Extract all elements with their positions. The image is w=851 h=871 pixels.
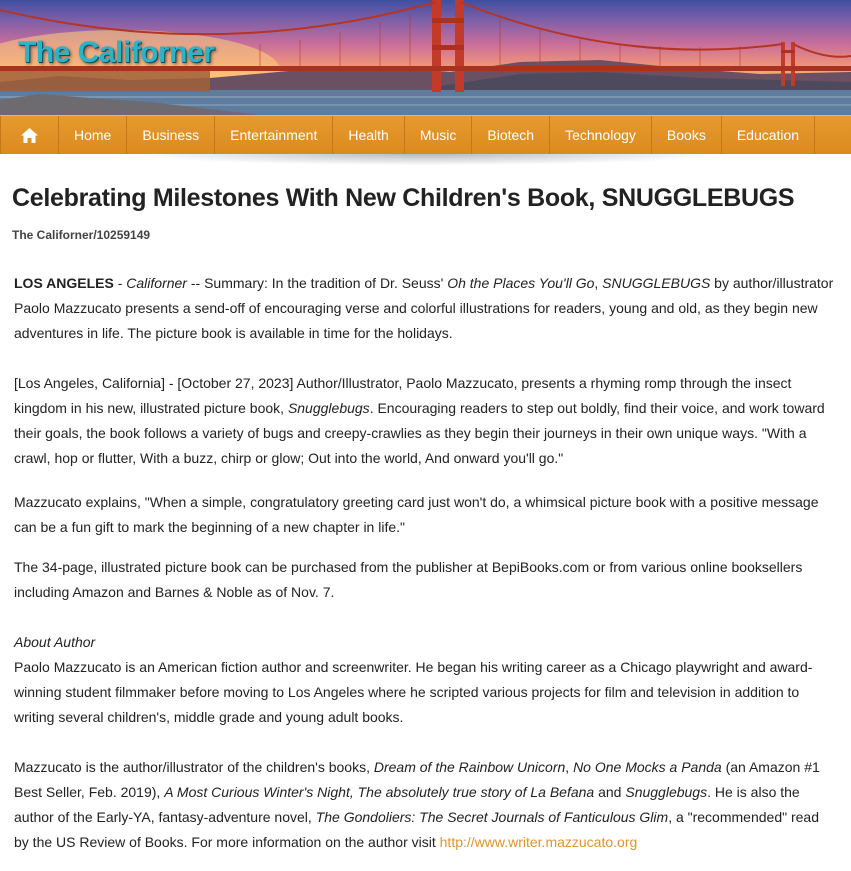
text-span: -- Summary: In the tradition of Dr. Seuss' [186,275,448,291]
nav-item-education[interactable]: Education [722,116,815,154]
nav-item-music[interactable]: Music [405,116,473,154]
article-summary-paragraph [14,271,836,346]
text-span: , a "recommended" read by the US Review of Books. For more information on the author visit [14,809,819,850]
book-title: A Most Curious Winter's Night, The absolutely true story of La Befana [164,784,595,800]
nav-item-books[interactable]: Books [652,116,722,154]
author-bibliography-paragraph [14,755,836,855]
reference-title: Oh the Places You'll Go [447,275,595,291]
book-title: Dream of the Rainbow Unicorn [373,759,566,775]
about-author-heading: About Author [14,634,96,650]
nav-item-entertainment[interactable]: Entertainment [215,116,333,154]
article-intro-paragraph [14,371,836,471]
about-author-section [14,630,836,730]
article-purchase-paragraph: The 34-page, illustrated picture book can be purchased from the publisher at BepiBooks.com or from various online booksellers including Amazon and Barnes & Noble as of Nov. 7. [14,559,803,600]
publication-name: Californer [126,275,187,291]
site-title[interactable]: The Californer [18,36,215,69]
book-title: Snugglebugs [625,784,708,800]
nav-item-home[interactable]: Home [59,116,127,154]
text-span: by author/illustrator Paolo Mazzucato presents a send-off of encouraging verse and colorful illustrations for readers, young and old, as they begin new adventures in life. The picture book is available in time for the holidays. [14,275,834,341]
text-span: [Los Angeles, California] - [October 27, 2023] Author/Illustrator, Paolo Mazzucato, presents a rhyming romp through the insect kingdom in his new, illustrated picture book, [14,375,792,416]
article-quote-paragraph: Mazzucato explains, "When a simple, congratulatory greeting card just won't do, a whimsical picture book with a positive message can be a fun gift to mark the beginning of a new chapter in life." [14,494,819,535]
text-span: , [565,759,574,775]
text-span: , [594,275,603,291]
book-title: SNUGGLEBUGS [602,275,711,291]
text-span: and [594,784,626,800]
text-span: . Encouraging readers to step out boldly, find their voice, and work toward their goals, the book follows a variety of bugs and creepy-crawlies as they begin their journeys in their own unique ways. "With a crawl, hop or flutter, With a buzz, chirp or glow; Out into the world, And onward you'll go." [14,400,825,466]
book-title: No One Mocks a Panda [573,759,722,775]
book-title: Snugglebugs [287,400,370,416]
about-author-text: Paolo Mazzucato is an American fiction author and screenwriter. He began his writing career as a Chicago playwright and award-winning student filmmaker before moving to Los Angeles where he scripted various projects for film and television in addition to writing several children's, middle grade and young adult books. [14,659,813,725]
article-headline: Celebrating Milestones With New Children's Book, SNUGGLEBUGS [12,184,795,212]
article-dateline: The Californer/10259149 [12,228,151,242]
nav-item-biotech[interactable]: Biotech [472,116,550,154]
nav-home-button[interactable] [0,116,59,154]
article [0,180,851,855]
header-banner [0,0,851,115]
text-span: . He is also the author of the Early-YA, fantasy-adventure novel, [14,784,800,825]
book-title: The Gondoliers: The Secret Journals of Fanticulous Glim [315,809,669,825]
author-website-link[interactable]: http://www.writer.mazzucato.org [439,834,638,850]
text-span: Mazzucato is the author/illustrator of the children's books, [14,759,374,775]
nav-item-technology[interactable]: Technology [550,116,652,154]
main-nav [0,115,851,154]
location-label: LOS ANGELES [14,275,114,291]
nav-item-business[interactable]: Business [127,116,215,154]
text-span: - [113,275,127,291]
home-icon [21,128,38,143]
nav-item-health[interactable]: Health [333,116,404,154]
text-span: (an Amazon #1 Best Seller, Feb. 2019), [14,759,820,800]
